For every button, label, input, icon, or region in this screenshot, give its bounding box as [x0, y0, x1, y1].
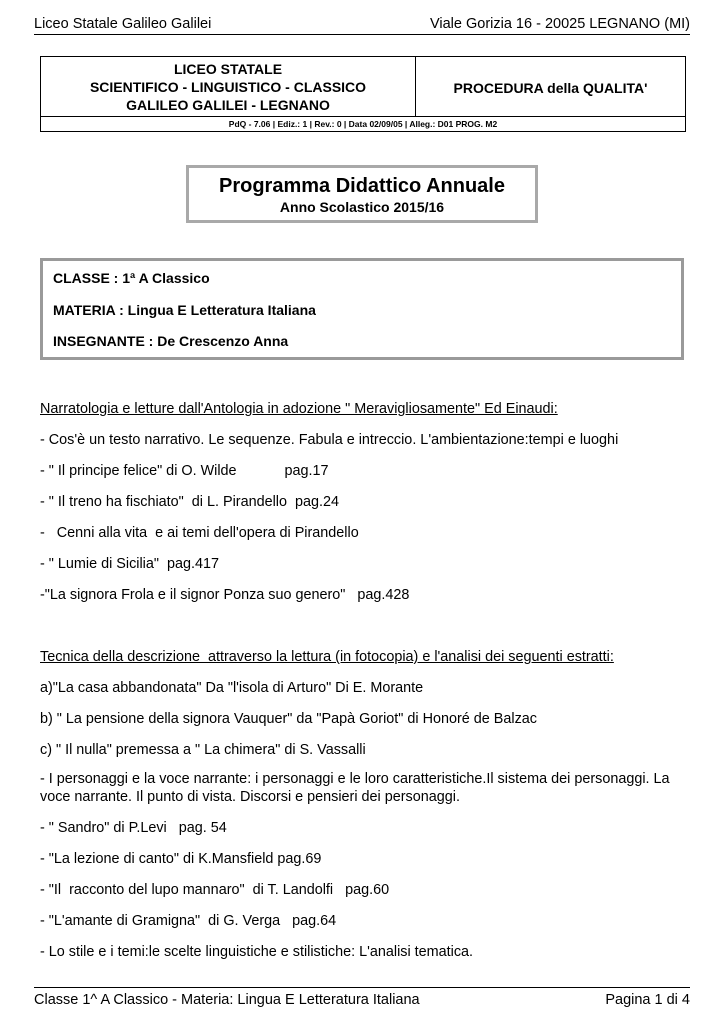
list-item: - "La lezione di canto" di K.Mansfield pag.69	[40, 851, 322, 867]
list-item: - " Lumie di Sicilia" pag.417	[40, 556, 219, 572]
list-item: - Cenni alla vita e ai temi dell'opera di Pirandello	[40, 525, 359, 541]
list-item: - " Il treno ha fischiato" di L. Pirandello pag.24	[40, 494, 339, 510]
institute-cell	[41, 57, 416, 116]
list-item: - " Il principe felice" di O. Wilde pag.17	[40, 463, 329, 479]
institute-line-1: LICEO STATALE	[173, 61, 283, 77]
list-item: -"La signora Frola e il signor Ponza suo genero" pag.428	[40, 587, 410, 603]
title-box	[186, 165, 538, 223]
list-item: - "L'amante di Gramigna" di G. Verga pag.64	[40, 913, 337, 929]
school-year: Anno Scolastico 2015/16	[279, 199, 445, 215]
class-info-box	[40, 258, 684, 360]
header-school: Liceo Statale Galileo Galilei	[34, 16, 212, 32]
section-heading: Narratologia e letture dall'Antologia in adozione " Meravigliosamente" Ed Einaudi:	[40, 401, 558, 417]
institute-line-3: GALILEO GALILEI - LEGNANO	[126, 97, 330, 113]
page-header	[34, 14, 690, 35]
footer-class-subject: Classe 1^ A Classico - Materia: Lingua E Letteratura Italiana	[34, 992, 420, 1008]
list-item: a)"La casa abbandonata" Da "l'isola di Arturo" Di E. Morante	[40, 680, 424, 696]
list-item: - "Il racconto del lupo mannaro" di T. Landolfi pag.60	[40, 882, 390, 898]
institute-line-2: SCIENTIFICO - LINGUISTICO - CLASSICO	[89, 79, 367, 95]
list-item: - " Sandro" di P.Levi pag. 54	[40, 820, 227, 836]
page-footer	[34, 987, 690, 1010]
class-label: CLASSE : 1ª A Classico	[53, 270, 210, 286]
list-item: b) " La pensione della signora Vauquer" da "Papà Goriot" di Honoré de Balzac	[40, 711, 537, 727]
program-title: Programma Didattico Annuale	[219, 175, 505, 197]
teacher-label: INSEGNANTE : De Crescenzo Anna	[53, 333, 289, 349]
subject-label: MATERIA : Lingua E Letteratura Italiana	[53, 302, 316, 318]
page-number: Pagina 1 di 4	[605, 992, 690, 1008]
list-item: - I personaggi e la voce narrante: i personaggi e le loro caratteristiche.Il sistema dei personaggi. La voce narrante. Il punto di vista. Discorsi e pensieri dei personaggi.	[40, 771, 670, 805]
document-meta: PdQ - 7.06 | Ediz.: 1 | Rev.: 0 | Data 02/09/05 | Alleg.: D01 PROG. M2	[41, 116, 685, 131]
header-address: Viale Gorizia 16 - 20025 LEGNANO (MI)	[429, 16, 690, 32]
list-item: c) " Il nulla" premessa a " La chimera" di S. Vassalli	[40, 742, 366, 758]
section-heading: Tecnica della descrizione attraverso la lettura (in fotocopia) e l'analisi dei seguenti estratti:	[40, 649, 614, 665]
document-header-table	[40, 56, 686, 132]
list-item: - Lo stile e i temi:le scelte linguistiche e stilistiche: L'analisi tematica.	[40, 944, 474, 960]
list-item: - Cos'è un testo narrativo. Le sequenze. Fabula e intreccio. L'ambientazione:tempi e luoghi	[40, 432, 619, 448]
procedure-cell: PROCEDURA della QUALITA'	[453, 80, 648, 96]
